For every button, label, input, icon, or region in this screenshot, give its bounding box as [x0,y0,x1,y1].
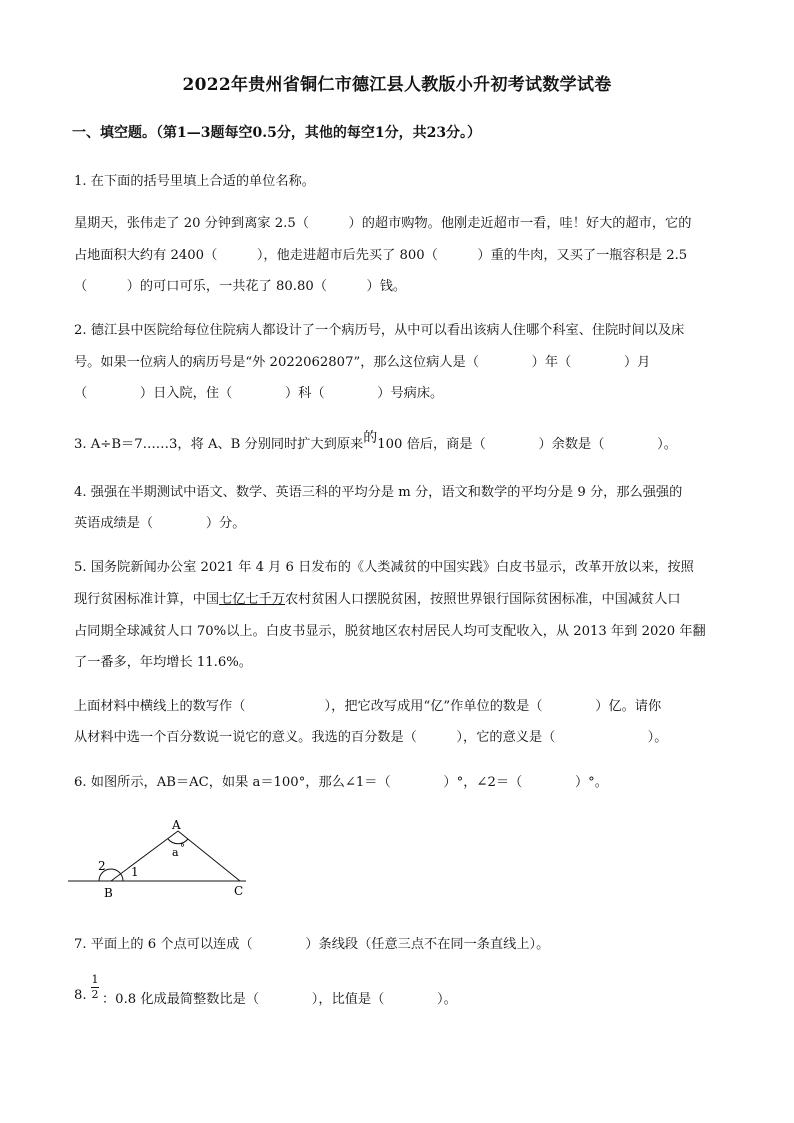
q5-line-2-a: 现行贫困标准计算，中国 [74,592,220,607]
section-heading: 一、填空题。（第1—3题每空0.5分，其他的每空1分，共23分。） [72,125,482,141]
q5-line-1: 5. 国务院新闻办公室 2021 年 4 月 6 日发布的《人类减贫的中国实践》白皮书显示，改革开放以来，按照 [74,560,694,575]
q3-part-c: 100 倍后，商是（ ）余数是（ ）。 [377,437,677,452]
q8-fraction-numerator: 1 [91,973,99,986]
q3-line [74,430,724,453]
q7-line-1: 7. 平面上的 6 个点可以连成（ ）条线段（任意三点不在同一条直线上）。 [74,937,550,952]
side-ac [178,831,240,881]
q5-line-5: 上面材料中横线上的数写作（ ），把它改写成用“亿”作单位的数是（ ）亿。请你 [74,699,662,714]
q3-part-a: 3. A÷B＝7……3，将 A、B 分别同时扩大到原来 [74,437,364,452]
q8-fraction-denominator: 2 [91,988,99,1001]
q1-line-2: 星期天，张伟走了 20 分钟到离家 2.5（ ）的超市购物。他刚走近超市一看，哇！好大的超市，它的 [74,216,692,231]
q6-line-1: 6. 如图所示，AB＝AC，如果 a＝100°，那么∠1＝（ ）°，∠2＝（ ）°。 [74,775,608,790]
q5-line-3: 占同期全球减贫人口 70%以上。白皮书显示，脱贫地区农村居民人均可支配收入，从 2013 年到 2020 年翻 [74,624,706,639]
q2-line-3: （ ）日入院，住（ ）科（ ）号病床。 [74,386,444,401]
page-title: 2022年贵州省铜仁市德江县人教版小升初考试数学试卷 [182,75,612,95]
q1-prompt: 1. 在下面的括号里填上合适的单位名称。 [74,174,315,189]
q8-line-rest: ：0.8 化成最简整数比是（ ），比值是（ ）。 [102,992,457,1007]
label-angle-1: 1 [131,865,139,879]
label-degree: ° [180,843,185,854]
q8-fraction [90,974,100,1001]
q4-line-2: 英语成绩是（ ）分。 [74,516,246,531]
q1-line-3: 占地面积大约有 2400（ ），他走进超市后先买了 800（ ）重的牛肉，又买了一瓶容积是 2.5 [74,248,688,263]
q2-line-1: 2. 德江县中医院给每位住院病人都设计了一个病历号，从中可以看出该病人住哪个科室、住院时间以及床 [74,323,685,338]
q5-line-2-b: 农村贫困人口摆脱贫困，按照世界银行国际贫困标准，中国减贫人口 [285,592,681,607]
label-b-vertex: B [104,886,113,900]
q3-part-b: 的 [363,430,378,446]
q5-underlined-number: 七亿七千万 [219,592,285,607]
q2-line-2: 号。如果一位病人的病历号是“外 2022062807”，那么这位病人是（ ）年（ ）月 [74,355,651,370]
side-ab [111,831,178,881]
q5-line-4: 了一番多，年均增长 11.6%。 [74,655,252,670]
label-a-vertex: A [172,818,181,832]
q5-line-6: 从材料中选一个百分数说一说它的意义。我选的百分数是（ ），它的意义是（ ）。 [74,730,668,745]
q1-line-4: （ ）的可口可乐，一共花了 80.80（ ）钱。 [74,279,407,294]
q4-line-1: 4. 强强在半期测试中语文、数学、英语三科的平均分是 m 分，语文和数学的平均分是 9 分，那么强强的 [74,485,683,500]
label-angle-2: 2 [98,859,106,873]
triangle-figure [68,814,268,902]
label-angle-a: a [172,846,179,859]
q5-line-2 [74,588,724,607]
angle-a-arc [168,839,188,844]
label-c-vertex: C [234,884,244,898]
q8-number: 8. [74,988,87,1003]
